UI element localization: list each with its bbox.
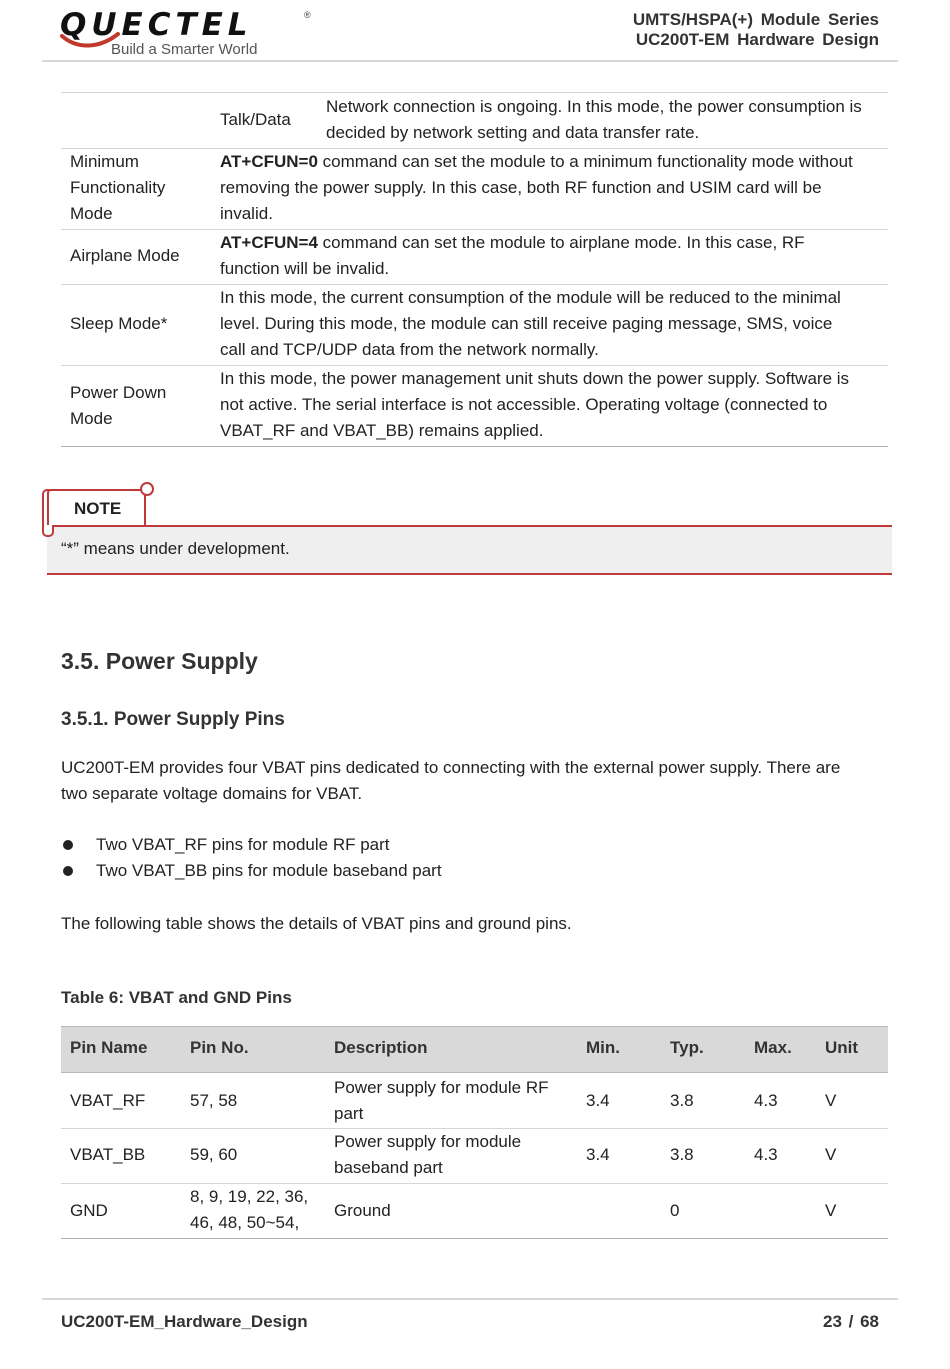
list-item: Two VBAT_BB pins for module baseband part [96,861,442,880]
talk-data-desc-line2: decided by network setting and data transfer rate. [326,123,700,142]
desc-text: command can set the module to airplane mode. In this case, RF [317,233,805,252]
airplane-desc-line1 [220,230,879,256]
cell-pin-name: VBAT_BB [70,1145,146,1164]
mode-label-airplane: Airplane Mode [70,246,180,265]
cell-pin-no: 57, 58 [190,1091,238,1110]
cell-max: 4.3 [754,1091,778,1110]
sleep-desc-line2: level. During this mode, the module can still receive paging message, SMS, voice [220,314,833,333]
column-header: Description [334,1038,428,1057]
bullet-icon [63,866,73,876]
table-bottom-rule [61,446,888,447]
label-line: Power Down [70,383,167,402]
intro-paragraph-line2: two separate voltage domains for VBAT. [61,784,363,803]
label-line: Functionality [70,178,166,197]
power-down-desc-line3: VBAT_RF and VBAT_BB) remains applied. [220,421,544,440]
table-rule [61,92,888,93]
table-caption: Table 6: VBAT and GND Pins [61,988,292,1007]
section-heading: 3.5. Power Supply [61,648,258,674]
column-header: Unit [825,1038,859,1057]
at-command: AT+CFUN=4 [220,233,318,252]
mode-label-talk-data: Talk/Data [220,110,291,129]
footer-divider [42,1298,898,1300]
at-command: AT+CFUN=0 [220,152,318,171]
registered-mark: ® [304,10,311,20]
minimum-desc-line2: removing the power supply. In this case, both RF function and USIM card will be [220,178,822,197]
cell-pin-no: 8, 9, 19, 22, 36, [190,1187,309,1206]
cell-description: Ground [334,1201,391,1220]
cell-max: 4.3 [754,1145,778,1164]
cell-description: Power supply for module RF [334,1078,549,1097]
header-divider [42,60,898,62]
column-header: Pin No. [190,1038,249,1057]
cell-typ: 0 [670,1201,680,1220]
column-header: Pin Name [70,1038,148,1057]
talk-data-desc-line1: Network connection is ongoing. In this mode, the power consumption is [326,97,862,116]
desc-text: command can set the module to a minimum functionality mode without [317,152,853,171]
minimum-desc-line3: invalid. [220,204,273,223]
note-text: “*” means under development. [61,539,290,558]
mode-label-power-down [70,380,166,432]
bullet-icon [63,840,73,850]
subsection-heading: 3.5.1. Power Supply Pins [61,709,285,730]
quectel-logo [60,8,320,56]
header-series: UMTS/HSPA(+) Module Series [632,10,879,29]
cell-min: 3.4 [586,1091,610,1110]
cell-pin-no: 46, 48, 50~54, [190,1213,300,1232]
power-down-desc-line1: In this mode, the power management unit shuts down the power supply. Software is [220,369,850,388]
cell-pin-name: VBAT_RF [70,1091,146,1110]
logo-tagline: Build a Smarter World [111,41,258,58]
cell-unit: V [825,1145,837,1164]
cell-description: Power supply for module [334,1132,522,1151]
cell-min: 3.4 [586,1145,610,1164]
cell-unit: V [825,1091,837,1110]
page-number: 23 / 68 [823,1312,879,1331]
cell-typ: 3.8 [670,1145,694,1164]
label-line: Mode [70,204,113,223]
cell-pin-name: GND [70,1201,108,1220]
label-line: Mode [70,409,113,428]
mode-label-minimum [70,149,165,227]
power-down-desc-line2: not active. The serial interface is not accessible. Operating voltage (connected to [220,395,828,414]
cell-typ: 3.8 [670,1091,694,1110]
column-header: Min. [586,1038,620,1057]
cell-pin-no: 59, 60 [190,1145,238,1164]
intro-paragraph-line1: UC200T-EM provides four VBAT pins dedicated to connecting with the external power supply. There are [61,758,841,777]
logo-wordmark: QUECTEL [60,7,253,43]
mode-label-sleep: Sleep Mode* [70,314,168,333]
cell-description: baseband part [334,1158,443,1177]
column-header: Max. [754,1038,792,1057]
list-item: Two VBAT_RF pins for module RF part [96,835,390,854]
table-rule [61,1183,888,1184]
cell-description: part [334,1104,364,1123]
note-title: NOTE [74,499,122,518]
table-lead-paragraph: The following table shows the details of VBAT pins and ground pins. [61,914,572,933]
airplane-desc-line2: function will be invalid. [220,259,390,278]
sleep-desc-line3: call and TCP/UDP data from the network normally. [220,340,599,359]
table-bottom-rule [61,1238,888,1239]
header-titles [633,10,879,50]
cell-unit: V [825,1201,837,1220]
footer-doc-name: UC200T-EM_Hardware_Design [61,1312,308,1331]
minimum-desc-line1 [220,149,879,175]
column-header: Typ. [670,1038,704,1057]
sleep-desc-line1: In this mode, the current consumption of the module will be reduced to the minimal [220,288,841,307]
header-doc-title: UC200T-EM Hardware Design [635,30,879,49]
note-scroll-curl [140,482,154,496]
label-line: Minimum [70,152,139,171]
